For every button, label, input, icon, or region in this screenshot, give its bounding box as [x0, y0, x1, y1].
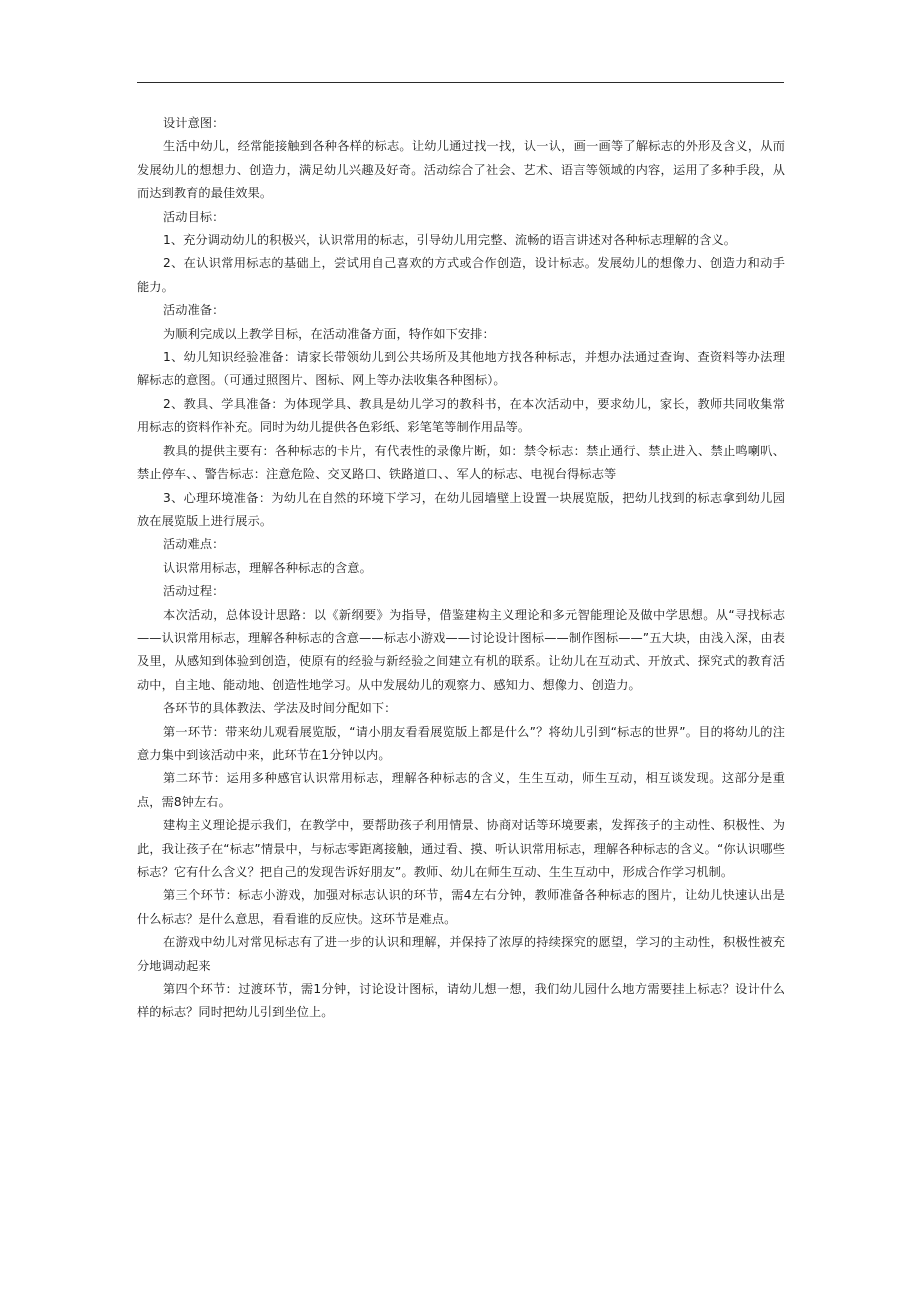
paragraph: 本次活动，总体设计思路：以《新纲要》为指导，借鉴建构主义理论和多元智能理论及做中学思想。从“寻找标志——认识常用标志，理解各种标志的含意——标志小游戏——讨论设计图标——制作图标——”五大块，由浅入深，由表及里，从感知到体验到创造，使原有的经验与新经验之间建立有机的联系。让幼儿在互动式、开放式、探究式的教育活动中，自主地、能动地、创造性地学习。从中发展幼儿的观察力、感知力、想像力、创造力。: [137, 607, 785, 692]
paragraph: 第一环节：带来幼儿观看展览版，“请小朋友看看展览版上都是什么”？将幼儿引到“标志的世界”。目的将幼儿的注意力集中到该活动中来，此环节在1分钟以内。: [137, 724, 785, 762]
paragraph: 3、心理环境准备：为幼儿在自然的环境下学习，在幼儿园墙壁上设置一块展览版，把幼儿找到的标志拿到幼儿园放在展览版上进行展示。: [137, 490, 785, 528]
paragraph: 第二环节：运用多种感官认识常用标志，理解各种标志的含义，生生互动，师生互动，相互谈发现。这部分是重点，需8钟左右。: [137, 771, 785, 809]
heading-activity-difficulty: 活动难点：: [163, 537, 225, 552]
paragraph: 2、教具、学具准备：为体现学具、教具是幼儿学习的教科书，在本次活动中，要求幼儿，家长，教师共同收集常用标志的资料作补充。同时为幼儿提供各色彩纸、彩笔笔等制作用品等。: [137, 396, 785, 435]
heading-activity-prep: 活动准备：: [163, 303, 225, 318]
paragraph: 第三个环节：标志小游戏，加强对标志认识的环节，需4左右分钟，教师准备各种标志的图片，让幼儿快速认出是什么标志？是什么意思，看看谁的反应快。这环节是难点。: [137, 888, 785, 926]
paragraph: 第四个环节：过渡环节，需1分钟，讨论设计图标，请幼儿想一想，我们幼儿园什么地方需要挂上标志？设计什么样的标志？同时把幼儿引到坐位上。: [137, 982, 785, 1020]
paragraph: 建构主义理论提示我们，在教学中，要帮助孩子利用情景、协商对话等环境要素，发挥孩子的主动性、积极性、为此，我让孩子在“标志”情景中，与标志零距离接触，通过看、摸、听认识常用标志，理解各种标志的含义。“你认识哪些标志？它有什么含义？把自己的发现告诉好朋友”。教师、幼儿在师生互动、生生互动中，形成合作学习机制。: [137, 818, 785, 879]
paragraph: 1、充分调动幼儿的积极兴，认识常用的标志，引导幼儿用完整、流畅的语言讲述对各种标志理解的含义。: [163, 233, 737, 248]
paragraph: 生活中幼儿，经常能接触到各种各样的标志。让幼儿通过找一找，认一认，画一画等了解标志的外形及含义，从而发展幼儿的想想力、创造力，满足幼儿兴趣及好奇。活动综合了社会、艺术、语言等领域的内容，运用了多种手段，从而达到教育的最佳效果。: [137, 139, 785, 201]
paragraph: 认识常用标志，理解各种标志的含意。: [163, 560, 372, 575]
heading-activity-process: 活动过程：: [163, 584, 225, 599]
paragraph: 1、幼儿知识经验准备：请家长带领幼儿到公共场所及其他地方找各种标志，并想办法通过查询、查资料等办法理解标志的意图。（可通过照图片、图标、网上等办法收集各种图标）。: [137, 350, 785, 388]
document-body: [137, 112, 785, 1025]
paragraph: 2、在认识常用标志的基础上，尝试用自己喜欢的方式或合作创造，设计标志。发展幼儿的想像力、创造力和动手能力。: [137, 256, 785, 294]
heading-activity-goals: 活动目标：: [163, 209, 225, 224]
heading-design-intent: 设计意图：: [163, 116, 225, 130]
paragraph: 为顺利完成以上教学目标，在活动准备方面，特作如下安排：: [163, 326, 495, 341]
header-rule: [137, 82, 784, 83]
paragraph: 在游戏中幼儿对常见标志有了进一步的认识和理解，并保持了浓厚的持续探究的愿望，学习的主动性，积极性被充分地调动起来: [137, 935, 785, 973]
paragraph: 教具的提供主要有：各种标志的卡片，有代表性的录像片断，如：禁令标志：禁止通行、禁止进入、禁止鸣喇叭、禁止停车、、警告标志：注意危险、交叉路口、铁路道口、、军人的标志、电视台得标志等: [137, 443, 785, 482]
paragraph: 各环节的具体教法、学法及时间分配如下：: [163, 701, 397, 716]
